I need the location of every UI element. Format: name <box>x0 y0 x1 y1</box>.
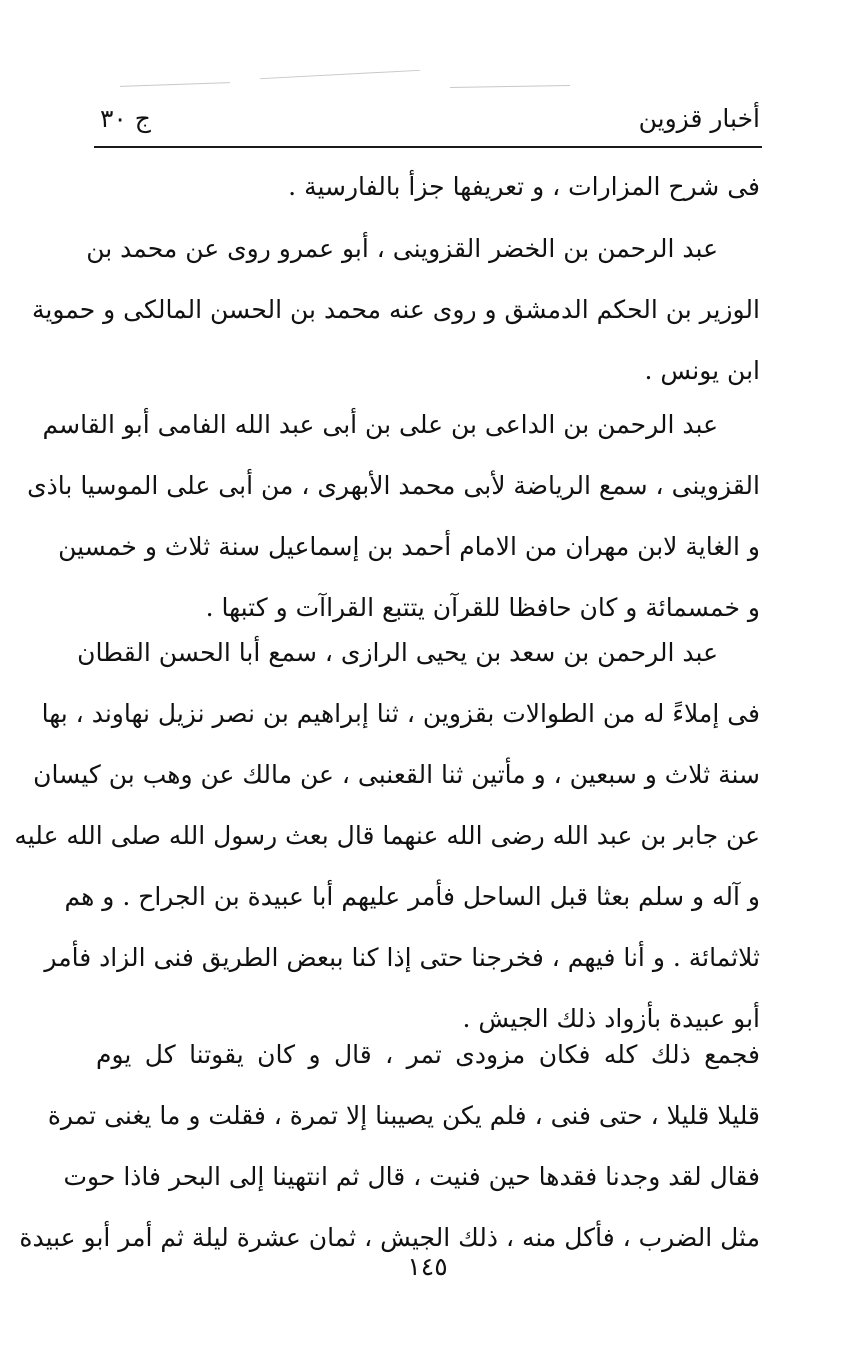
text-line: و خمسمائة و كان حافظا للقرآن يتتبع القراآت و كتبها . <box>205 593 760 622</box>
text-line: أبو عبيدة بأزواد ذلك الجيش . <box>462 1004 760 1033</box>
text-line: فجمع ذلك كله فكان مزودى تمر ، قال و كان يقوتنا كل يوم <box>96 1040 760 1069</box>
text-line: فقال لقد وجدنا فقدها حين فنيت ، قال ثم انتهينا إلى البحر فاذا حوت <box>63 1162 760 1191</box>
text-line: سنة ثلاث و سبعين ، و مأتين ثنا القعنبى ، عن مالك عن وهب بن كيسان <box>33 760 760 789</box>
text-line: عبد الرحمن بن الداعى بن على بن أبى عبد الله الفامى أبو القاسم <box>42 410 718 439</box>
running-header <box>96 96 760 144</box>
text-line: الوزير بن الحكم الدمشق و روى عنه محمد بن الحسن المالكى و حموية <box>32 295 760 324</box>
text-line: عبد الرحمن بن سعد بن يحيى الرازى ، سمع أبا الحسن القطان <box>77 638 718 667</box>
text-line: مثل الضرب ، فأكل منه ، ذلك الجيش ، ثمان عشرة ليلة ثم أمر أبو عبيدة <box>19 1223 760 1252</box>
text-line: عبد الرحمن بن الخضر القزوينى ، أبو عمرو روى عن محمد بن <box>86 234 718 263</box>
header-rule <box>94 146 762 148</box>
paragraph-1 <box>96 156 760 217</box>
paragraph-2 <box>32 218 760 401</box>
running-header-volume: ج ٣٠ <box>100 104 151 133</box>
scan-mark-top-3 <box>450 85 570 88</box>
paragraph-4 <box>14 622 760 1049</box>
page-number: ١٤٥ <box>407 1252 448 1281</box>
text-line: و آله و سلم بعثا قبل الساحل فأمر عليهم أبا عبيدة بن الجراح . و هم <box>64 882 760 911</box>
text-line: و الغاية لابن مهران من الامام أحمد بن إسماعيل سنة ثلاث و خمسين <box>58 532 760 561</box>
paragraph-3 <box>27 394 760 638</box>
scan-mark-top <box>120 82 230 87</box>
text-line: فى إملاءً له من الطوالات بقزوين ، ثنا إبراهيم بن نصر نزيل نهاوند ، بها <box>41 699 760 728</box>
text-line: قليلا قليلا ، حتى فنى ، فلم يكن يصيبنا إلا تمرة ، فقلت و ما يغنى تمرة <box>47 1101 760 1130</box>
text-line: فى شرح المزارات ، و تعريفها جزأ بالفارسية . <box>288 172 760 201</box>
scan-mark-top-2 <box>260 70 420 79</box>
text-line: عن جابر بن عبد الله رضى الله عنهما قال بعث رسول الله صلى الله عليه <box>14 821 760 850</box>
text-line: ابن يونس . <box>644 356 760 385</box>
running-header-title: أخبار قزوين <box>638 104 760 133</box>
paragraph-5 <box>19 1024 760 1268</box>
text-line: ثلاثمائة . و أنا فيهم ، فخرجنا حتى إذا كنا ببعض الطريق فنى الزاد فأمر <box>44 943 760 972</box>
text-line: القزوينى ، سمع الرياضة لأبى محمد الأبهرى ، من أبى على الموسيا باذى <box>27 471 760 500</box>
